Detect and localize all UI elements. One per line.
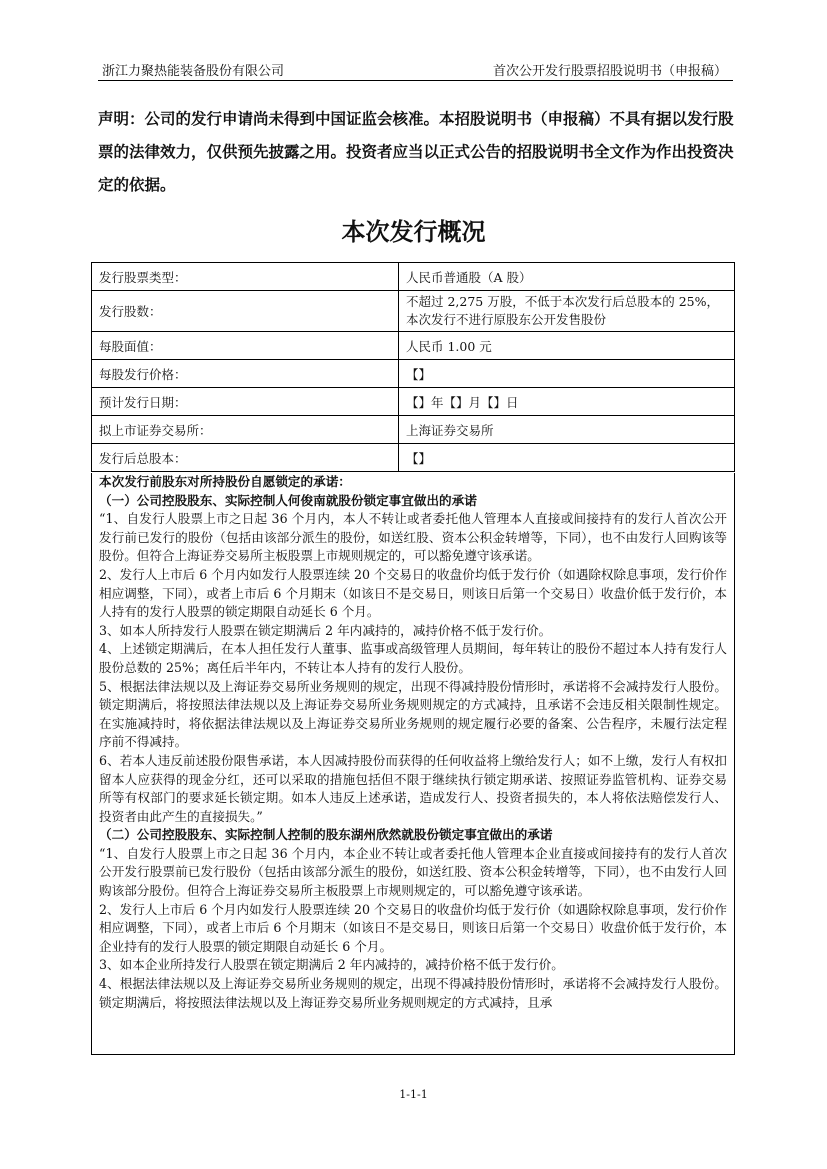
declaration: 声明：公司的发行申请尚未得到中国证监会核准。本招股说明书（申报稿）不具有据以发行股票的法律效力，仅供预先披露之用。投资者应当以正式公告的招股说明书全文作为作出投资决定的依据。 (98, 110, 734, 194)
lockup-commitments (91, 473, 735, 1055)
row-value: 【】 (399, 444, 735, 472)
section-title: 本次发行概况 (341, 218, 486, 246)
offering-overview-table (91, 262, 735, 472)
row-value: 上海证券交易所 (399, 416, 735, 444)
commitment-paragraph: 6、若本人违反前述股份限售承诺，本人因减持股份而获得的任何收益将上缴给发行人；如不上缴，发行人有权扣留本人应获得的现金分红，还可以采取的措施包括但不限于继续执行锁定期承诺、按照证券监管机构、证券交易所等有权部门的要求延长锁定期。如本人违反上述承诺，造成发行人、投资者损失的，本人将依法赔偿发行人、投资者由此产生的直接损失。” (99, 752, 727, 824)
page-number: 1-1-1 (399, 1088, 428, 1101)
table-row (92, 291, 735, 332)
row-value: 人民币 1.00 元 (399, 332, 735, 360)
company-name: 浙江力聚热能装备股份有限公司 (102, 64, 285, 79)
commitment-paragraph: 2、发行人上市后 6 个月内如发行人股票连续 20 个交易日的收盘价均低于发行价（如遇除权除息事项，发行价作相应调整，下同），或者上市后 6 个月期末（如该日不是交易日，则该日后第一个交易日）收盘价低于发行价，本企业持有的发行人股票的锁定期限自动延长 6 个月。 (99, 901, 727, 954)
table-row (92, 332, 735, 360)
row-label: 预计发行日期： (92, 388, 399, 416)
commitment-paragraph: 4、根据法律法规以及上海证券交易所业务规则的规定，出现不得减持股份情形时，承诺将不会减持发行人股份。锁定期满后，将按照法律法规以及上海证券交易所业务规则规定的方式减持，且承 (99, 976, 727, 1010)
row-label: 发行股数： (92, 291, 399, 332)
table-row (92, 388, 735, 416)
commitments-heading: 本次发行前股东对所持股份自愿锁定的承诺： (99, 474, 351, 489)
commitment-paragraph: “1、自发行人股票上市之日起 36 个月内，本企业不转让或者委托他人管理本企业直接或间接持有的发行人首次公开发行股票前已发行股份（包括由该部分派生的股份，如送红股、资本公积金转增等，下同），也不由发行人回购该部分股份。但符合上海证券交易所主板股票上市规则规定的，可以豁免遵守该承诺。 (99, 845, 727, 899)
commitment-paragraph: 5、根据法律法规以及上海证券交易所业务规则的规定，出现不得减持股份情形时，承诺将不会减持发行人股份。锁定期满后，将按照法律法规以及上海证券交易所业务规则规定的方式减持，且承诺不会违反相关限制性规定。在实施减持时，将依据法律法规以及上海证券交易所业务规则的规定履行必要的备案、公告程序，未履行法定程序前不得减持。 (99, 678, 727, 750)
row-value: 【】年【】月【】日 (399, 388, 735, 416)
row-label: 拟上市证券交易所： (92, 416, 399, 444)
row-value: 不超过 2,275 万股，不低于本次发行后总股本的 25%，本次发行不进行原股东公开发售股份 (399, 291, 735, 332)
commitment-paragraph: “1、自发行人股票上市之日起 36 个月内，本人不转让或者委托他人管理本人直接或间接持有的发行人首次公开发行前已发行的股份（包括由该部分派生的股份，如送红股、资本公积金转增等，下同），也不由发行人回购该等股份。但符合上海证券交易所主板股票上市规则规定的，可以豁免遵守该承诺。 (99, 511, 727, 564)
table-row (92, 444, 735, 472)
document-title: 首次公开发行股票招股说明书（申报稿） (492, 64, 727, 79)
page-header (98, 60, 733, 81)
row-value: 人民币普通股（A 股） (399, 263, 735, 291)
row-label: 每股发行价格： (92, 360, 399, 388)
table-row (92, 263, 735, 291)
row-value: 【】 (399, 360, 735, 388)
commitment-subheading-1: （一）公司控股股东、实际控制人何俊南就股份锁定事宜做出的承诺 (99, 492, 477, 508)
row-label: 每股面值： (92, 332, 399, 360)
commitment-paragraph: 4、上述锁定期满后，在本人担任发行人董事、监事或高级管理人员期间，每年转让的股份不超过本人持有发行人股份总数的 25%；离任后半年内，不转让本人持有的发行人股份。 (99, 641, 727, 675)
table-row (92, 360, 735, 388)
commitment-paragraph: 3、如本企业所持发行人股票在锁定期满后 2 年内减持的，减持价格不低于发行价。 (99, 957, 564, 973)
table-row (92, 416, 735, 444)
commitment-paragraph: 2、发行人上市后 6 个月内如发行人股票连续 20 个交易日的收盘价均低于发行价（如遇除权除息事项，发行价作相应调整，下同），或者上市后 6 个月期末（如该日不是交易日，则该日后第一个交易日）收盘价低于发行价，本人持有的发行人股票的锁定期限自动延长 6 个月。 (99, 566, 727, 620)
commitment-subheading-2: （二）公司控股股东、实际控制人控制的股东湖州欣然就股份锁定事宜做出的承诺 (99, 827, 553, 843)
row-label: 发行后总股本： (92, 444, 399, 472)
commitment-paragraph: 3、如本人所持发行人股票在锁定期满后 2 年内减持的，减持价格不低于发行价。 (99, 622, 552, 638)
row-label: 发行股票类型： (92, 263, 399, 291)
